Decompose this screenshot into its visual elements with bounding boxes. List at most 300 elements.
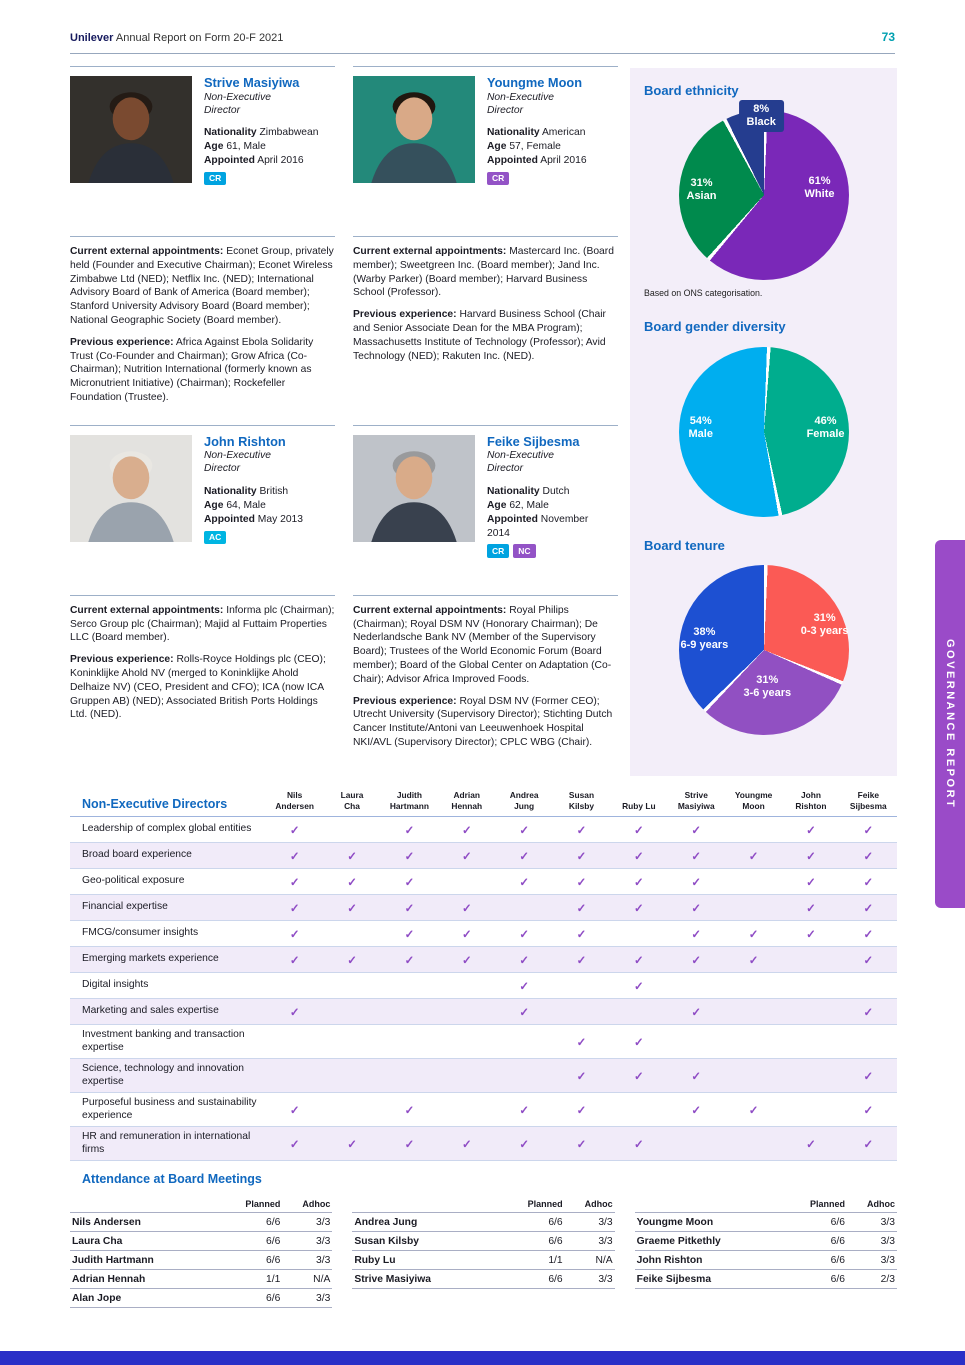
slice-pct: 31% xyxy=(690,176,713,189)
slice-label-female xyxy=(807,415,845,441)
skill-cell-checked xyxy=(438,1137,495,1151)
director-card-top xyxy=(70,435,335,587)
adhoc-value: 3/3 xyxy=(880,1235,895,1247)
attendance-groups xyxy=(70,1195,897,1308)
skill-cell-checked xyxy=(266,875,323,889)
current-appointments xyxy=(70,604,335,645)
check-icon: ✓ xyxy=(404,850,415,863)
appointed-label: Appointed xyxy=(487,155,538,167)
director-role: Non-Executive Director xyxy=(487,450,554,475)
skill-cell-checked xyxy=(381,953,438,967)
current-appointments-text: Mastercard Inc. (Board member); Sweetgreen Inc. (Board member); Jand Inc. (Warby Parker) (Board member); Harvard Business School (Professor). xyxy=(353,246,614,299)
check-icon: ✓ xyxy=(519,824,529,837)
skill-cell-checked xyxy=(553,1069,610,1083)
slice-pct: 61% xyxy=(808,174,831,187)
check-icon: ✓ xyxy=(461,1138,472,1151)
skill-cell-checked xyxy=(438,901,495,915)
current-appointments-label: Current external appointments: xyxy=(353,604,507,616)
skill-cell-checked xyxy=(782,849,839,863)
skill-cell-checked xyxy=(668,1103,725,1117)
check-icon: ✓ xyxy=(748,928,759,941)
skill-cell-checked xyxy=(840,1137,897,1151)
previous-experience xyxy=(70,336,335,405)
attendance-row xyxy=(635,1213,897,1232)
previous-experience-label: Previous experience: xyxy=(353,309,457,321)
director-name: Youngme Moon xyxy=(487,75,583,90)
skill-cell-checked xyxy=(840,1005,897,1019)
planned-header: Planned xyxy=(245,1198,281,1209)
page-footer-bar xyxy=(0,1351,965,1365)
check-icon: ✓ xyxy=(691,824,702,837)
skill-cell-checked xyxy=(495,953,552,967)
skill-cell-checked xyxy=(840,875,897,889)
check-icon: ✓ xyxy=(634,980,644,993)
slice-name: Asian xyxy=(686,189,717,202)
committee-badge-cr: CR xyxy=(487,172,509,186)
planned-value: 6/6 xyxy=(830,1273,845,1285)
skill-cell-checked xyxy=(381,823,438,837)
skills-column-header: Laura Cha xyxy=(340,790,364,811)
skill-cell-checked xyxy=(266,927,323,941)
adhoc-header: Adhoc xyxy=(584,1198,613,1209)
attendance-header-row xyxy=(635,1195,897,1213)
adhoc-value: 2/3 xyxy=(880,1273,895,1285)
skill-cell-checked xyxy=(553,875,610,889)
check-icon: ✓ xyxy=(289,876,300,889)
previous-experience xyxy=(70,653,335,722)
director-age xyxy=(204,499,326,513)
director-card-masiyiwa xyxy=(70,66,335,405)
nationality-value: American xyxy=(541,127,586,139)
director-name: Strive Masiyiwa xyxy=(204,75,300,90)
attendance-header-row xyxy=(70,1195,332,1213)
check-icon: ✓ xyxy=(863,902,874,915)
skills-column-header: Andrea Jung xyxy=(509,790,539,811)
skills-matrix-body xyxy=(70,817,897,1161)
check-icon: ✓ xyxy=(691,1104,702,1117)
adhoc-value: N/A xyxy=(313,1273,331,1285)
age-value: 61, Male xyxy=(226,141,266,153)
check-icon: ✓ xyxy=(634,850,644,863)
slice-pct: 46% xyxy=(814,414,837,427)
attendee-name: Alan Jope xyxy=(72,1292,122,1304)
check-icon: ✓ xyxy=(634,1036,644,1049)
skills-row xyxy=(70,843,897,869)
director-nationality xyxy=(487,126,609,140)
skill-cell-checked xyxy=(553,1137,610,1151)
check-icon: ✓ xyxy=(863,824,874,837)
skill-label: Digital insights xyxy=(82,979,149,991)
board-ethnicity-chart xyxy=(679,103,849,280)
portrait-placeholder xyxy=(353,435,475,542)
portrait-placeholder xyxy=(70,435,192,542)
slice-label-0-3-years xyxy=(801,612,849,638)
current-appointments-label: Current external appointments: xyxy=(353,246,507,257)
planned-header: Planned xyxy=(809,1198,845,1209)
skill-cell-checked xyxy=(381,849,438,863)
director-identity xyxy=(487,76,609,228)
attendance-row xyxy=(70,1232,332,1251)
skill-cell-checked xyxy=(725,927,782,941)
attendance-section xyxy=(70,1172,897,1308)
skill-cell-checked xyxy=(840,901,897,915)
check-icon: ✓ xyxy=(634,876,644,889)
director-identity xyxy=(204,76,326,228)
committee-badges xyxy=(204,531,326,545)
adhoc-value: 3/3 xyxy=(316,1235,331,1247)
check-icon: ✓ xyxy=(634,1138,644,1151)
check-icon: ✓ xyxy=(691,928,702,941)
skill-cell-checked xyxy=(381,927,438,941)
skill-cell-checked xyxy=(553,1103,610,1117)
slice-pct: 54% xyxy=(689,414,712,427)
skill-label: Financial expertise xyxy=(82,901,168,913)
previous-experience xyxy=(353,695,618,750)
committee-badges xyxy=(204,172,326,186)
attendee-name: Youngme Moon xyxy=(636,1216,714,1228)
portrait-placeholder xyxy=(70,76,192,183)
attendee-name: Feike Sijbesma xyxy=(636,1273,712,1285)
attendee-name: Laura Cha xyxy=(72,1235,123,1247)
attendance-group xyxy=(70,1195,332,1308)
skill-cell-checked xyxy=(266,953,323,967)
check-icon: ✓ xyxy=(863,876,874,889)
skill-cell-checked xyxy=(840,849,897,863)
skill-label: HR and remuneration in international firms xyxy=(82,1131,251,1155)
check-icon: ✓ xyxy=(461,850,472,863)
adhoc-value: 3/3 xyxy=(598,1273,613,1285)
previous-experience xyxy=(353,308,618,363)
committee-badge-cr: CR xyxy=(487,544,509,558)
planned-value: 6/6 xyxy=(266,1216,281,1228)
nationality-label: Nationality xyxy=(204,127,257,139)
check-icon: ✓ xyxy=(634,824,644,837)
nationality-label: Nationality xyxy=(487,486,540,498)
director-photo xyxy=(70,76,192,183)
adhoc-value: 3/3 xyxy=(316,1216,331,1228)
slice-name: Male xyxy=(688,427,713,440)
slice-name: White xyxy=(804,187,835,200)
skill-cell-checked xyxy=(495,1005,552,1019)
skills-row xyxy=(70,973,897,999)
check-icon: ✓ xyxy=(404,902,415,915)
check-icon: ✓ xyxy=(863,1138,874,1151)
check-icon: ✓ xyxy=(863,1006,874,1019)
current-appointments-text: Royal Philips (Chairman); Royal DSM NV (Honorary Chairman); De Nederlandsche Bank NV (Member of the Supervisory Board); Trustees of the World Economic Forum (Board member); Board of the Global Center on Adaptation (Co-Chair); Advisor Africa Improved Foods. xyxy=(353,604,612,685)
director-nationality xyxy=(204,126,326,140)
check-icon: ✓ xyxy=(806,902,816,915)
check-icon: ✓ xyxy=(806,928,816,941)
check-icon: ✓ xyxy=(691,876,702,889)
check-icon: ✓ xyxy=(576,902,587,915)
skill-cell-checked xyxy=(840,1069,897,1083)
skill-cell-checked xyxy=(495,979,552,993)
nationality-value: British xyxy=(259,486,289,498)
skills-row xyxy=(70,999,897,1025)
adhoc-value: 3/3 xyxy=(880,1216,895,1228)
check-icon: ✓ xyxy=(519,928,529,941)
skills-matrix xyxy=(70,790,897,1161)
skills-matrix-header xyxy=(70,790,897,817)
skill-cell-checked xyxy=(266,1005,323,1019)
slice-label-male xyxy=(689,415,713,441)
board-tenure-block xyxy=(644,539,883,735)
skill-cell-checked xyxy=(266,823,323,837)
planned-value: 1/1 xyxy=(548,1254,563,1266)
check-icon: ✓ xyxy=(634,902,644,915)
check-icon: ✓ xyxy=(289,824,300,837)
check-icon: ✓ xyxy=(404,1104,415,1117)
director-card-body xyxy=(353,595,618,750)
skill-cell-checked xyxy=(323,875,380,889)
nationality-label: Nationality xyxy=(487,127,540,139)
skill-cell-checked xyxy=(610,823,667,837)
nationality-value: Dutch xyxy=(542,486,570,498)
slice-pct: 38% xyxy=(693,626,716,639)
board-stats-panel xyxy=(630,68,897,776)
skill-cell-checked xyxy=(782,1137,839,1151)
skill-cell-checked xyxy=(668,953,725,967)
director-card-body xyxy=(353,236,618,363)
nationality-value: Zimbabwean xyxy=(259,127,319,139)
adhoc-value: 3/3 xyxy=(880,1254,895,1266)
check-icon: ✓ xyxy=(289,1006,300,1019)
skills-row xyxy=(70,1127,897,1161)
slice-name: 6-9 years xyxy=(680,639,729,652)
skill-cell-checked xyxy=(725,1103,782,1117)
check-icon: ✓ xyxy=(806,850,816,863)
adhoc-header: Adhoc xyxy=(867,1198,895,1209)
director-name: John Rishton xyxy=(204,433,286,449)
slice-label-asian xyxy=(687,177,717,203)
current-appointments xyxy=(70,245,335,328)
planned-value: 6/6 xyxy=(266,1235,281,1247)
director-card-body xyxy=(70,595,335,722)
page-number: 73 xyxy=(881,30,895,44)
skill-cell-checked xyxy=(668,927,725,941)
skills-column-header: John Rishton xyxy=(795,790,827,811)
attendance-row xyxy=(70,1289,332,1308)
committee-badge-nc: NC xyxy=(513,544,535,558)
skill-cell-checked xyxy=(266,1103,323,1117)
attendee-name: Susan Kilsby xyxy=(354,1235,419,1247)
check-icon: ✓ xyxy=(461,902,472,915)
check-icon: ✓ xyxy=(289,954,300,967)
check-icon: ✓ xyxy=(404,824,415,837)
skill-label: Science, technology and innovation expertise xyxy=(82,1063,245,1087)
check-icon: ✓ xyxy=(748,850,759,863)
check-icon: ✓ xyxy=(691,1070,702,1083)
skill-cell-checked xyxy=(610,1035,667,1049)
director-card-top xyxy=(70,76,335,228)
check-icon: ✓ xyxy=(347,876,357,889)
ethnicity-note: Based on ONS categorisation. xyxy=(644,288,763,299)
check-icon: ✓ xyxy=(863,1104,874,1117)
skill-cell-checked xyxy=(495,823,552,837)
skills-row xyxy=(70,947,897,973)
adhoc-value: N/A xyxy=(595,1254,613,1266)
skills-matrix-title: Non-Executive Directors xyxy=(82,797,228,811)
nationality-label: Nationality xyxy=(204,486,257,498)
check-icon: ✓ xyxy=(806,1138,816,1151)
age-label: Age xyxy=(204,141,224,153)
skill-cell-checked xyxy=(782,875,839,889)
skill-cell-checked xyxy=(266,1137,323,1151)
skill-cell-checked xyxy=(725,953,782,967)
check-icon: ✓ xyxy=(863,1070,874,1083)
skills-column-header: Strive Masiyiwa xyxy=(677,790,715,811)
skills-column-header: Susan Kilsby xyxy=(568,790,595,811)
director-card-top xyxy=(353,435,618,587)
check-icon: ✓ xyxy=(691,1006,702,1019)
skill-cell-checked xyxy=(610,1137,667,1151)
skill-cell-checked xyxy=(610,1069,667,1083)
planned-value: 6/6 xyxy=(266,1292,281,1304)
skill-cell-checked xyxy=(381,1103,438,1117)
planned-value: 6/6 xyxy=(548,1216,563,1228)
previous-experience-text: Royal DSM NV (Former CEO); Utrecht University (Supervisory Director); Stichting Dutch Cancer Institute/Antoni van Leeuwenhoek Hospital NKI/AVL (Supervisory Director); CPLC WBG (Chair). xyxy=(353,695,613,748)
skill-cell-checked xyxy=(840,927,897,941)
committee-badge-ac: AC xyxy=(204,531,226,545)
director-age xyxy=(487,499,609,513)
appointed-value: April 2016 xyxy=(257,155,304,167)
slice-name: 3-6 years xyxy=(743,686,792,699)
slice-label-6-9-years xyxy=(681,626,729,652)
skills-column-header: Ruby Lu xyxy=(622,800,656,811)
planned-value: 6/6 xyxy=(830,1216,845,1228)
check-icon: ✓ xyxy=(461,928,472,941)
check-icon: ✓ xyxy=(634,1070,644,1083)
skill-label: Purposeful business and sustainability experience xyxy=(82,1097,257,1121)
skill-cell-checked xyxy=(553,901,610,915)
check-icon: ✓ xyxy=(347,1138,357,1151)
planned-value: 6/6 xyxy=(548,1273,563,1285)
director-card-moon xyxy=(353,66,618,405)
check-icon: ✓ xyxy=(519,876,529,889)
attendance-row xyxy=(70,1251,332,1270)
board-tenure-title: Board tenure xyxy=(644,537,725,553)
appointed-value: April 2016 xyxy=(540,155,587,167)
director-age xyxy=(487,140,609,154)
check-icon: ✓ xyxy=(576,876,587,889)
check-icon: ✓ xyxy=(289,1104,300,1117)
attendance-row xyxy=(635,1270,897,1289)
skills-row xyxy=(70,817,897,843)
check-icon: ✓ xyxy=(576,1138,587,1151)
skill-cell-checked xyxy=(323,849,380,863)
director-card-rishton xyxy=(70,425,335,750)
slice-name: Black xyxy=(746,116,776,129)
attendee-name: Strive Masiyiwa xyxy=(354,1273,432,1285)
committee-badge-cr: CR xyxy=(204,172,226,186)
skill-cell-checked xyxy=(495,875,552,889)
skill-label: FMCG/consumer insights xyxy=(82,927,199,939)
planned-header: Planned xyxy=(527,1198,563,1209)
director-role: Non-Executive Director xyxy=(204,450,271,475)
check-icon: ✓ xyxy=(347,850,357,863)
attendance-header-row xyxy=(352,1195,614,1213)
planned-value: 6/6 xyxy=(548,1235,563,1247)
age-value: 64, Male xyxy=(226,499,266,511)
skill-cell-checked xyxy=(840,1103,897,1117)
skill-label: Leadership of complex global entities xyxy=(82,823,252,835)
director-profiles xyxy=(70,66,618,750)
director-role: Non-Executive Director xyxy=(487,91,554,116)
skill-cell-checked xyxy=(840,953,897,967)
attendee-name: Ruby Lu xyxy=(354,1254,396,1266)
committee-badges xyxy=(487,544,609,558)
skills-row xyxy=(70,869,897,895)
brand-name: Unilever xyxy=(70,32,114,44)
attendance-row xyxy=(352,1251,614,1270)
director-appointed xyxy=(487,154,609,168)
adhoc-value: 3/3 xyxy=(316,1292,331,1304)
skill-label: Geo-political exposure xyxy=(82,875,185,887)
skill-label: Emerging markets experience xyxy=(82,953,219,965)
skill-cell-checked xyxy=(610,953,667,967)
check-icon: ✓ xyxy=(404,876,415,889)
check-icon: ✓ xyxy=(289,902,300,915)
previous-experience-text: Rolls-Royce Holdings plc (CEO); Koninklijke Ahold NV (merged to Koninklijke Ahold Delhaize NV) (CEO, President and CFO); ICA (now ICA Gruppen AB) (NED); Associated British Ports Holdings Ltd. (NED). xyxy=(70,654,326,721)
attendance-row xyxy=(352,1270,614,1289)
slice-pct: 31% xyxy=(813,612,836,625)
attendance-group xyxy=(635,1195,897,1289)
board-ethnicity-title: Board ethnicity xyxy=(644,83,739,98)
check-icon: ✓ xyxy=(289,1138,300,1151)
planned-value: 1/1 xyxy=(266,1273,281,1285)
director-role: Non-Executive Director xyxy=(204,91,271,116)
slice-name: Female xyxy=(806,427,845,440)
attendee-name: Andrea Jung xyxy=(354,1216,418,1228)
skills-column-header: Nils Andersen xyxy=(275,790,314,811)
director-identity xyxy=(204,435,326,587)
current-appointments-label: Current external appointments: xyxy=(70,604,224,616)
previous-experience-text: Africa Against Ebola Solidarity Trust (Co-Founder and Chairman); Grow Africa (Co-Chairman); Nutrition International (formerly known as Micronutrient Initiative) (Chairman); Rockefeller Foundation (Trustee). xyxy=(70,336,314,403)
skill-cell-checked xyxy=(381,875,438,889)
check-icon: ✓ xyxy=(748,1104,759,1117)
check-icon: ✓ xyxy=(404,1138,415,1151)
current-appointments xyxy=(353,604,618,687)
check-icon: ✓ xyxy=(748,954,759,967)
skills-row xyxy=(70,1093,897,1127)
board-ethnicity-block xyxy=(644,84,883,298)
slice-label-white xyxy=(805,175,835,201)
check-icon: ✓ xyxy=(404,928,415,941)
board-gender-chart xyxy=(679,347,849,517)
governance-report-tab xyxy=(935,540,965,908)
skill-cell-checked xyxy=(553,823,610,837)
attendee-name: Nils Andersen xyxy=(72,1216,141,1228)
skill-cell-checked xyxy=(495,1103,552,1117)
skill-cell-checked xyxy=(381,1137,438,1151)
skills-column-header: Youngme Moon xyxy=(734,790,773,811)
skill-cell-checked xyxy=(668,849,725,863)
director-appointed xyxy=(204,154,326,168)
check-icon: ✓ xyxy=(576,954,587,967)
previous-experience-text: Harvard Business School (Chair and Senior Associate Dean for the MBA Program); Massachusetts Institute of Technology (Professor); Avid Technology (NED); Rakuten Inc. (NED). xyxy=(353,309,606,362)
skill-label: Marketing and sales expertise xyxy=(82,1005,219,1017)
check-icon: ✓ xyxy=(576,1104,587,1117)
skill-cell-checked xyxy=(495,849,552,863)
director-nationality xyxy=(204,485,326,499)
director-card-body xyxy=(70,236,335,405)
skill-cell-checked xyxy=(323,953,380,967)
committee-badges xyxy=(487,172,609,186)
skill-cell-checked xyxy=(782,901,839,915)
check-icon: ✓ xyxy=(576,928,587,941)
attendance-row xyxy=(635,1251,897,1270)
skills-row xyxy=(70,1025,897,1059)
